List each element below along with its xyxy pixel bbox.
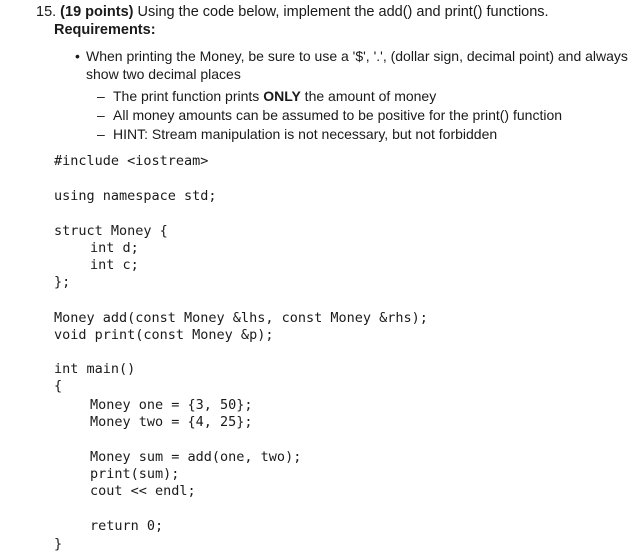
code-brace-open: { xyxy=(54,378,63,394)
subbullet-3-text: HINT: Stream manipulation is not necessary, but not forbidden xyxy=(113,126,498,142)
subbullet-1 xyxy=(97,87,436,105)
code-money-one: Money one = {3, 50}; xyxy=(90,397,253,413)
subbullet-1-bold: ONLY xyxy=(263,88,301,104)
subbullet-1-tail: the amount of money xyxy=(300,88,437,104)
code-struct-close: }; xyxy=(54,274,71,290)
code-field-c: int c; xyxy=(90,257,139,273)
requirement-bullet: When printing the Money, be sure to use a '$', '.', (dollar sign, decimal point) and always show two decimal places xyxy=(86,48,628,82)
code-print-call: print(sum); xyxy=(90,466,180,482)
dash-icon: – xyxy=(97,88,105,104)
question-prompt: Using the code below, implement the add() and print() functions. xyxy=(133,4,549,20)
subbullet-2-text: All money amounts can be assumed to be positive for the print() function xyxy=(113,107,563,123)
dash-icon: – xyxy=(97,126,105,142)
requirements-heading: Requirements: xyxy=(54,22,156,38)
code-decl-print: void print(const Money &p); xyxy=(54,327,274,343)
code-struct-open: struct Money { xyxy=(54,223,168,239)
code-brace-close: } xyxy=(54,536,63,552)
code-money-sum: Money sum = add(one, two); xyxy=(90,449,302,465)
subbullet-1-text: The print function prints xyxy=(113,88,264,104)
code-field-d: int d; xyxy=(90,240,139,256)
question-points: (19 points) xyxy=(60,4,134,20)
code-using: using namespace std; xyxy=(54,188,217,204)
question-number: 15. xyxy=(36,4,57,20)
code-cout: cout << endl; xyxy=(90,483,196,499)
subbullet-2 xyxy=(97,106,562,124)
bullet-dot-icon: • xyxy=(75,48,80,64)
dash-icon: – xyxy=(97,107,105,123)
question-title xyxy=(36,3,549,21)
code-decl-add: Money add(const Money &lhs, const Money &rhs); xyxy=(54,310,428,326)
code-money-two: Money two = {4, 25}; xyxy=(90,414,253,430)
code-return: return 0; xyxy=(90,518,164,534)
subbullet-3 xyxy=(97,125,497,143)
code-main-signature: int main() xyxy=(54,361,136,377)
code-include: #include <iostream> xyxy=(54,153,209,169)
